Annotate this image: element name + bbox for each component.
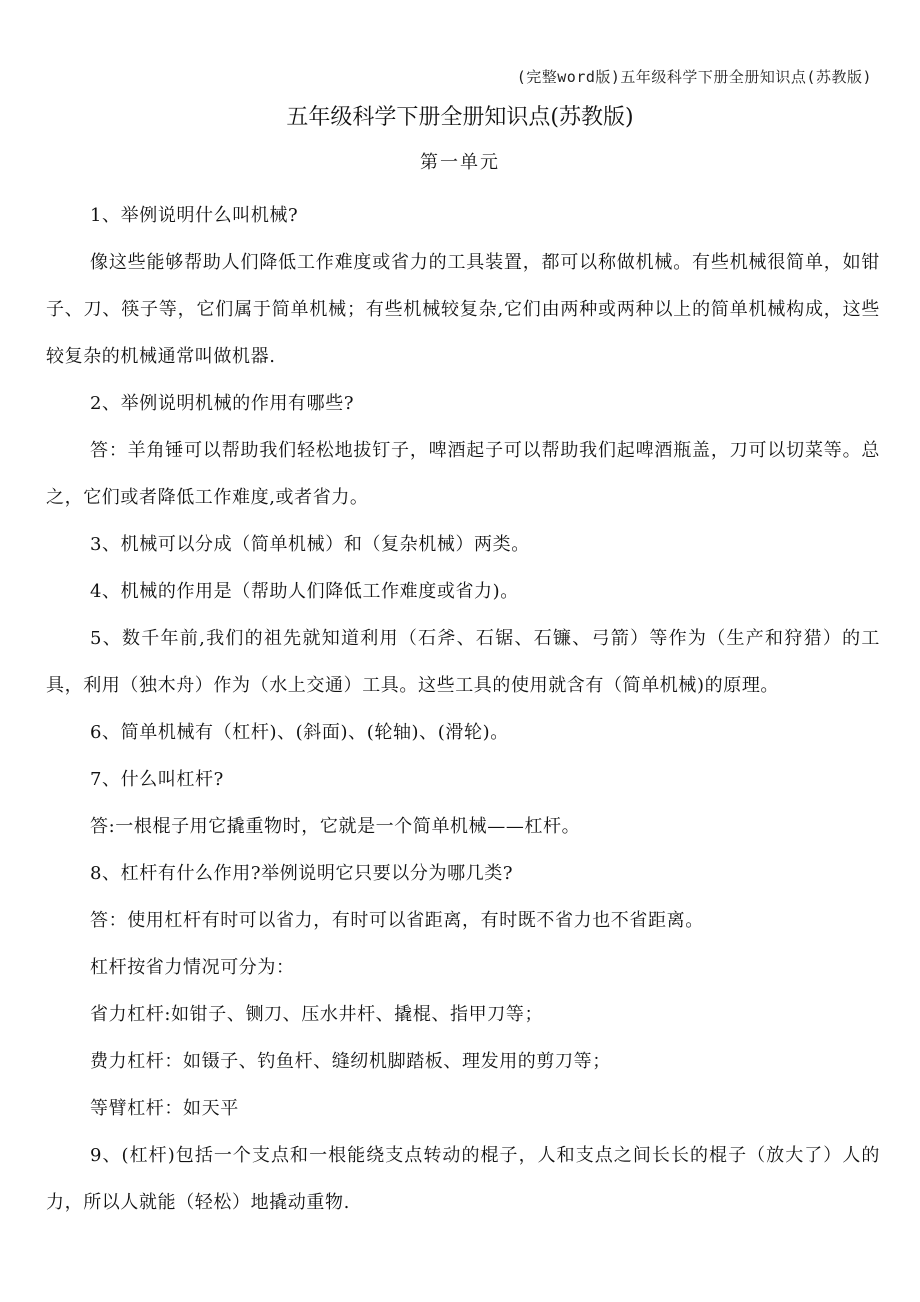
lever-classification: 杠杆按省力情况可分为： <box>90 957 295 978</box>
unit-heading: 第一单元 <box>420 152 500 173</box>
point-9: 9、(杠杆)包括一个支点和一根能绕支点转动的棍子，人和支点之间长长的棍子（放大了）人的力，所以人就能（轻松）地撬动重物. <box>46 1145 880 1213</box>
force-saving-lever: 省力杠杆:如钳子、铡刀、压水井杆、撬棍、指甲刀等； <box>90 1004 544 1025</box>
question-7: 7、什么叫杠杆? <box>90 769 224 790</box>
answer-8: 答：使用杠杆有时可以省力，有时可以省距离，有时既不省力也不省距离。 <box>90 910 704 931</box>
equal-arm-lever: 等臂杠杆：如天平 <box>90 1098 239 1119</box>
answer-7: 答:一根棍子用它撬重物时，它就是一个简单机械——杠杆。 <box>90 816 581 837</box>
question-8: 8、杠杆有什么作用?举例说明它只要以分为哪几类? <box>90 863 514 884</box>
force-costing-lever: 费力杠杆：如镊子、钓鱼杆、缝纫机脚踏板、理发用的剪刀等； <box>90 1051 611 1072</box>
answer-2: 答：羊角锤可以帮助我们轻松地拔钉子，啤酒起子可以帮助我们起啤酒瓶盖，刀可以切菜等。总之，它们或者降低工作难度,或者省力。 <box>46 440 880 508</box>
running-header: (完整word版)五年级科学下册全册知识点(苏教版) <box>516 68 872 86</box>
document-title: 五年级科学下册全册知识点(苏教版) <box>286 105 634 130</box>
answer-1: 像这些能够帮助人们降低工作难度或省力的工具装置，都可以称做机械。有些机械很简单，如钳子、刀、筷子等，它们属于简单机械；有些机械较复杂,它们由两种或两种以上的简单机械构成，这些较复杂的机械通常叫做机器. <box>46 252 880 367</box>
document-body <box>46 192 880 1226</box>
question-1: 1、举例说明什么叫机械? <box>90 205 299 226</box>
point-4: 4、机械的作用是（帮助人们降低工作难度或省力)。 <box>90 581 519 602</box>
question-2: 2、举例说明机械的作用有哪些? <box>90 393 355 414</box>
point-5: 5、数千年前,我们的祖先就知道利用（石斧、石锯、石镰、弓箭）等作为（生产和狩猎）的工具，利用（独木舟）作为（水上交通）工具。这些工具的使用就含有（简单机械)的原理。 <box>46 628 880 696</box>
point-3: 3、机械可以分成（简单机械）和（复杂机械）两类。 <box>90 534 530 555</box>
point-6: 6、简单机械有（杠杆)、(斜面)、(轮轴)、(滑轮)。 <box>90 722 509 743</box>
